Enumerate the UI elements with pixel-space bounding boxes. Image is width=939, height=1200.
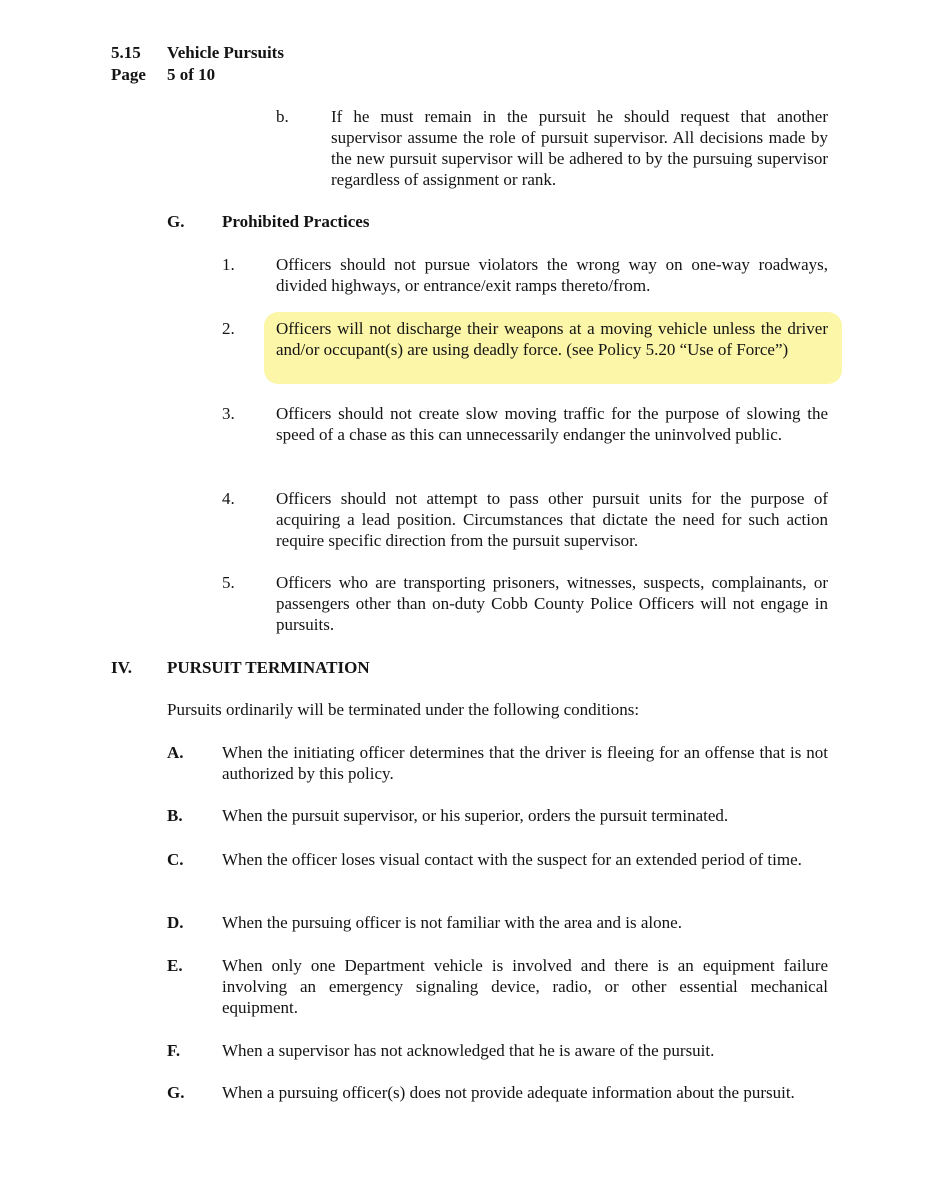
g-item-1-text: Officers should not pursue violators the wrong way on one-way roadways, divided highways, or entrance/exit ramps thereto/from. xyxy=(276,255,828,295)
iv-item-f-marker: F. xyxy=(167,1041,181,1060)
section-title: Vehicle Pursuits xyxy=(167,43,284,62)
g-item-4-text: Officers should not attempt to pass other pursuit units for the purpose of acquiring a lead position. Circumstances that dictate the need for such action require specific direction from the pursuit supervisor. xyxy=(276,489,828,550)
iv-item-a-text: When the initiating officer determines that the driver is fleeing for an offense that is not authorized by this policy. xyxy=(222,743,828,783)
page-label: Page xyxy=(111,65,146,84)
g-item-2-marker: 2. xyxy=(222,319,235,338)
iv-item-b-text: When the pursuit supervisor, or his superior, orders the pursuit terminated. xyxy=(222,806,729,825)
iv-item-c-text: When the officer loses visual contact with the suspect for an extended period of time. xyxy=(222,850,802,869)
section-g-title: Prohibited Practices xyxy=(222,212,370,231)
page-value: 5 of 10 xyxy=(167,65,216,84)
g-item-3-marker: 3. xyxy=(222,404,235,423)
iv-item-c-marker: C. xyxy=(167,850,184,869)
g-item-3-text: Officers should not create slow moving traffic for the purpose of slowing the speed of a chase as this can unnecessarily endanger the uninvolved public. xyxy=(276,404,828,444)
g-item-1-marker: 1. xyxy=(222,255,235,274)
section-iv-intro: Pursuits ordinarily will be terminated under the following conditions: xyxy=(167,700,640,719)
iv-item-e-text: When only one Department vehicle is involved and there is an equipment failure involving an emergency signaling device, radio, or other essential mechanical equipment. xyxy=(222,956,828,1017)
iv-item-b-marker: B. xyxy=(167,806,183,825)
section-number: 5.15 xyxy=(111,43,141,62)
g-item-5-marker: 5. xyxy=(222,573,235,592)
iv-item-g-text: When a pursuing officer(s) does not provide adequate information about the pursuit. xyxy=(222,1083,795,1102)
g-item-4-marker: 4. xyxy=(222,489,235,508)
item-b-marker: b. xyxy=(276,107,289,126)
iv-item-a-marker: A. xyxy=(167,743,184,762)
section-header xyxy=(111,42,284,63)
g-item-5-text: Officers who are transporting prisoners, witnesses, suspects, complainants, or passengers other than on-duty Cobb County Police Officers will not engage in pursuits. xyxy=(276,573,828,634)
g-item-2-text: Officers will not discharge their weapons at a moving vehicle unless the driver and/or occupant(s) are using deadly force. (see Policy 5.20 “Use of Force”) xyxy=(276,319,828,359)
iv-item-d-text: When the pursuing officer is not familiar with the area and is alone. xyxy=(222,913,682,932)
section-iv-marker: IV. xyxy=(111,658,132,677)
iv-item-g-marker: G. xyxy=(167,1083,185,1102)
iv-item-e-marker: E. xyxy=(167,956,183,975)
iv-item-f-text: When a supervisor has not acknowledged that he is aware of the pursuit. xyxy=(222,1041,715,1060)
page-indicator xyxy=(111,64,215,85)
section-g-marker: G. xyxy=(167,212,185,231)
section-iv-title: PURSUIT TERMINATION xyxy=(167,658,370,677)
item-b-text: If he must remain in the pursuit he should request that another supervisor assume the role of pursuit supervisor. All decisions made by the new pursuit supervisor will be adhered to by the pursuing supervisor regardless of assignment or rank. xyxy=(331,107,828,189)
iv-item-d-marker: D. xyxy=(167,913,184,932)
